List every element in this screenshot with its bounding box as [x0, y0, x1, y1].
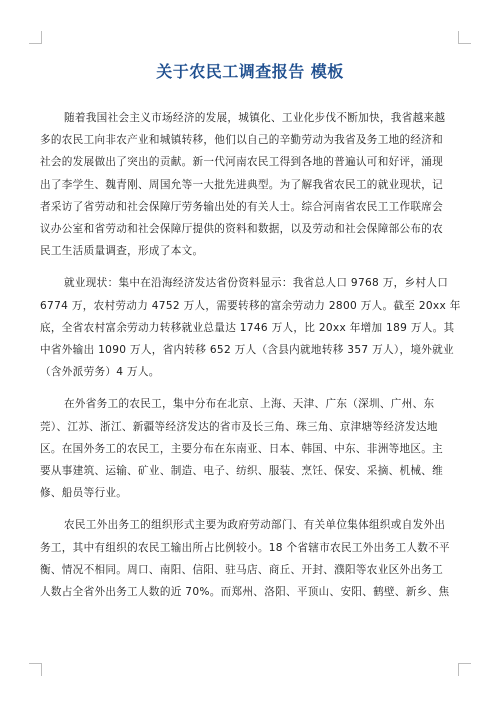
- text-line: 莞）、江苏、浙江、新疆等经济发达的省市及长三角、珠三角、京津塘等经济发达地: [40, 420, 438, 433]
- paragraph: [40, 514, 460, 603]
- crop-mark-top-right: [458, 31, 471, 44]
- document-title: 关于农民工调查报告 模板: [156, 62, 344, 81]
- text-line: 者采访了省劳动和社会保障厅劳务输出处的有关人士。综合河南省农民工工作联席会: [40, 200, 444, 213]
- text-line: 社会的发展做出了突出的贡献。新一代河南农民工得到各地的普遍认可和好评，涌现: [40, 156, 444, 169]
- text-line: （含外派劳务）4 万人。: [40, 366, 160, 379]
- document-body: [40, 107, 460, 603]
- text-line: 人数占全省外出务工人数的近 70%。而郑州、洛阳、平顶山、安阳、鹤壁、新乡、焦: [40, 586, 450, 599]
- text-line: 就业现状：集中在沿海经济发达省份资料显示：我省总人口 9768 万，乡村人口: [64, 277, 449, 290]
- text-line: 底，全省农村富余劳动力转移就业总量达 1746 万人，比 20xx 年增加 189 万人。其: [40, 321, 455, 334]
- text-line: 在外省务工的农民工，集中分布在北京、上海、天津、广东（深圳、广州、东: [64, 398, 435, 411]
- text-line: 农民工外出务工的组织形式主要为政府劳动部门、有关单位集体组织或自发外出: [64, 519, 446, 532]
- text-line: 议办公室和省劳动和社会保障厅提供的资料和数据，以及劳动和社会保障部公布的农: [40, 223, 444, 236]
- crop-mark-top-left: [29, 31, 42, 44]
- crop-mark-bottom-right: [458, 663, 471, 676]
- paragraph: [40, 272, 460, 383]
- text-line: 修、船员等行业。: [40, 487, 128, 500]
- text-line: 中省外输出 1090 万人，省内转移 652 万人（含县内就地转移 357 万人），境外就业: [40, 344, 454, 357]
- document-page: [40, 60, 460, 613]
- crop-mark-bottom-left: [29, 663, 42, 676]
- text-line: 6774 万，农村劳动力 4752 万人，需要转移的富余劳动力 2800 万人。截至 20xx 年: [40, 299, 461, 312]
- text-line: 多的农民工向非农产业和城镇转移，他们以自己的辛勤劳动为我省及务工地的经济和: [40, 134, 444, 147]
- text-line: 务工，其中有组织的农民工输出所占比例较小。18 个省辖市农民工外出务工人数不平: [40, 541, 450, 554]
- text-line: 随着我国社会主义市场经济的发展，城镇化、工业化步伐不断加快，我省越来越: [64, 112, 446, 124]
- paragraph: [40, 107, 460, 262]
- text-line: 出了李学生、魏青刚、周国允等一大批先进典型。为了解我省农民工的就业现状，记: [40, 178, 444, 191]
- paragraph: [40, 393, 460, 504]
- text-line: 要从事建筑、运输、矿业、制造、电子、纺织、服装、烹饪、保安、采摘、机械、维: [40, 465, 444, 478]
- text-line: 衡、情况不相同。周口、南阳、信阳、驻马店、商丘、开封、濮阳等农业区外出务工: [40, 563, 444, 576]
- text-line: 区。在国外务工的农民工，主要分布在东南亚、日本、韩国、中东、非洲等地区。主: [40, 442, 444, 455]
- text-line: 民工生活质量调查，形成了本文。: [40, 245, 204, 258]
